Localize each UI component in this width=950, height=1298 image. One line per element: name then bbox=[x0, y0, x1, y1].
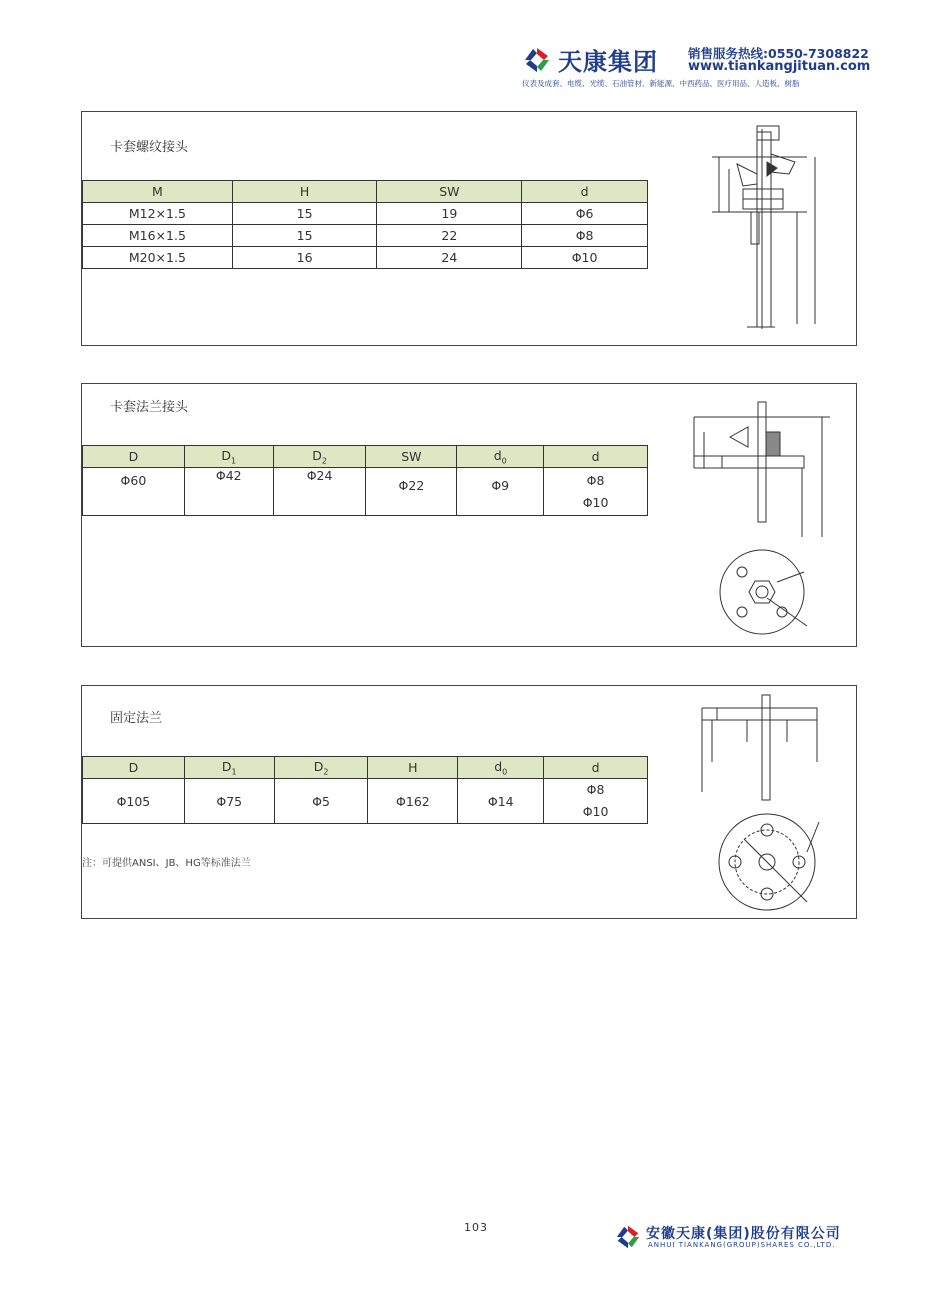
company-name-en: ANHUI TIANKANG(GROUP)SHARES CO.,LTD. bbox=[648, 1241, 836, 1249]
cell: Φ105 bbox=[83, 779, 185, 824]
col-header-m: M bbox=[83, 181, 233, 203]
table-row bbox=[83, 203, 648, 225]
cell: Φ14 bbox=[458, 779, 544, 824]
spec-table bbox=[82, 445, 648, 516]
col-header-h: H bbox=[232, 181, 377, 203]
section-title: 固定法兰 bbox=[110, 711, 163, 726]
table-row bbox=[83, 225, 648, 247]
cell: Φ6 bbox=[522, 203, 648, 225]
cell bbox=[544, 468, 648, 516]
col-header-d0: $d_0$ bbox=[458, 757, 544, 779]
col-header-sw: SW bbox=[366, 446, 457, 468]
fixed-flange-drawing bbox=[697, 692, 837, 917]
cell bbox=[544, 779, 648, 824]
col-header-d0: $d_0$ bbox=[457, 446, 544, 468]
table-row bbox=[83, 779, 648, 824]
cell: Φ60 bbox=[83, 468, 185, 516]
cell: 15 bbox=[232, 203, 377, 225]
thread-connector-drawing bbox=[707, 124, 817, 339]
section-fixed-flange bbox=[81, 685, 857, 919]
cell: Φ75 bbox=[184, 779, 274, 824]
cell-line: Φ8 bbox=[586, 472, 605, 488]
cell: Φ22 bbox=[366, 468, 457, 516]
cell: M16×1.5 bbox=[83, 225, 233, 247]
cell-line: Φ10 bbox=[582, 494, 609, 510]
product-lines: 仪表及成套、电缆、光缆、石油管材、新能源、中西药品、医疗用品、人造板、树脂 bbox=[522, 79, 800, 88]
page-number: 103 bbox=[464, 1221, 488, 1234]
col-header-h: H bbox=[368, 757, 458, 779]
company-logo bbox=[522, 42, 658, 77]
cell: 22 bbox=[377, 225, 522, 247]
cell: Φ8 bbox=[522, 225, 648, 247]
flange-connector-drawing bbox=[682, 392, 842, 642]
cell: Φ9 bbox=[457, 468, 544, 516]
col-header-d-outer: D bbox=[83, 757, 185, 779]
table-header-row bbox=[83, 446, 648, 468]
cell-line: Φ10 bbox=[582, 804, 609, 819]
tiankang-logo-icon bbox=[614, 1223, 642, 1251]
cell: Φ5 bbox=[274, 779, 368, 824]
cell: Φ10 bbox=[522, 247, 648, 269]
table-header-row bbox=[83, 181, 648, 203]
website-url: www.tiankangjituan.com bbox=[688, 59, 871, 74]
cell-line: Φ8 bbox=[586, 782, 605, 797]
tiankang-logo-icon bbox=[522, 45, 552, 75]
col-header-d1: $D_1$ bbox=[184, 757, 274, 779]
col-header-d: d bbox=[544, 446, 648, 468]
company-name-cn: 安徽天康(集团)股份有限公司 bbox=[646, 1226, 841, 1242]
spec-table bbox=[82, 180, 648, 269]
cell: Φ162 bbox=[368, 779, 458, 824]
cell: 16 bbox=[232, 247, 377, 269]
section-title: 卡套螺纹接头 bbox=[110, 140, 189, 155]
cell: Φ42 bbox=[184, 468, 273, 516]
col-header-sw: SW bbox=[377, 181, 522, 203]
col-header-d-outer: D bbox=[83, 446, 185, 468]
table-row bbox=[83, 247, 648, 269]
brand-name: 天康集团 bbox=[558, 48, 658, 76]
cell: M12×1.5 bbox=[83, 203, 233, 225]
section-title: 卡套法兰接头 bbox=[110, 400, 189, 415]
col-header-d1: $D_1$ bbox=[184, 446, 273, 468]
flange-standards-note: 注：可提供ANSI、JB、HG等标准法兰 bbox=[82, 858, 251, 869]
cell: 24 bbox=[377, 247, 522, 269]
section-ferrule-thread-connector bbox=[81, 111, 857, 346]
section-ferrule-flange-connector bbox=[81, 383, 857, 647]
table-header-row bbox=[83, 757, 648, 779]
col-header-d2: $D_2$ bbox=[273, 446, 366, 468]
table-row bbox=[83, 468, 648, 516]
cell: 19 bbox=[377, 203, 522, 225]
cell: M20×1.5 bbox=[83, 247, 233, 269]
spec-table bbox=[82, 756, 648, 824]
cell: 15 bbox=[232, 225, 377, 247]
col-header-d2: $D_2$ bbox=[274, 757, 368, 779]
sales-hotline: 销售服务热线:0550-7308822 bbox=[688, 46, 869, 61]
col-header-d: d bbox=[544, 757, 648, 779]
col-header-d: d bbox=[522, 181, 648, 203]
cell: Φ24 bbox=[273, 468, 366, 516]
